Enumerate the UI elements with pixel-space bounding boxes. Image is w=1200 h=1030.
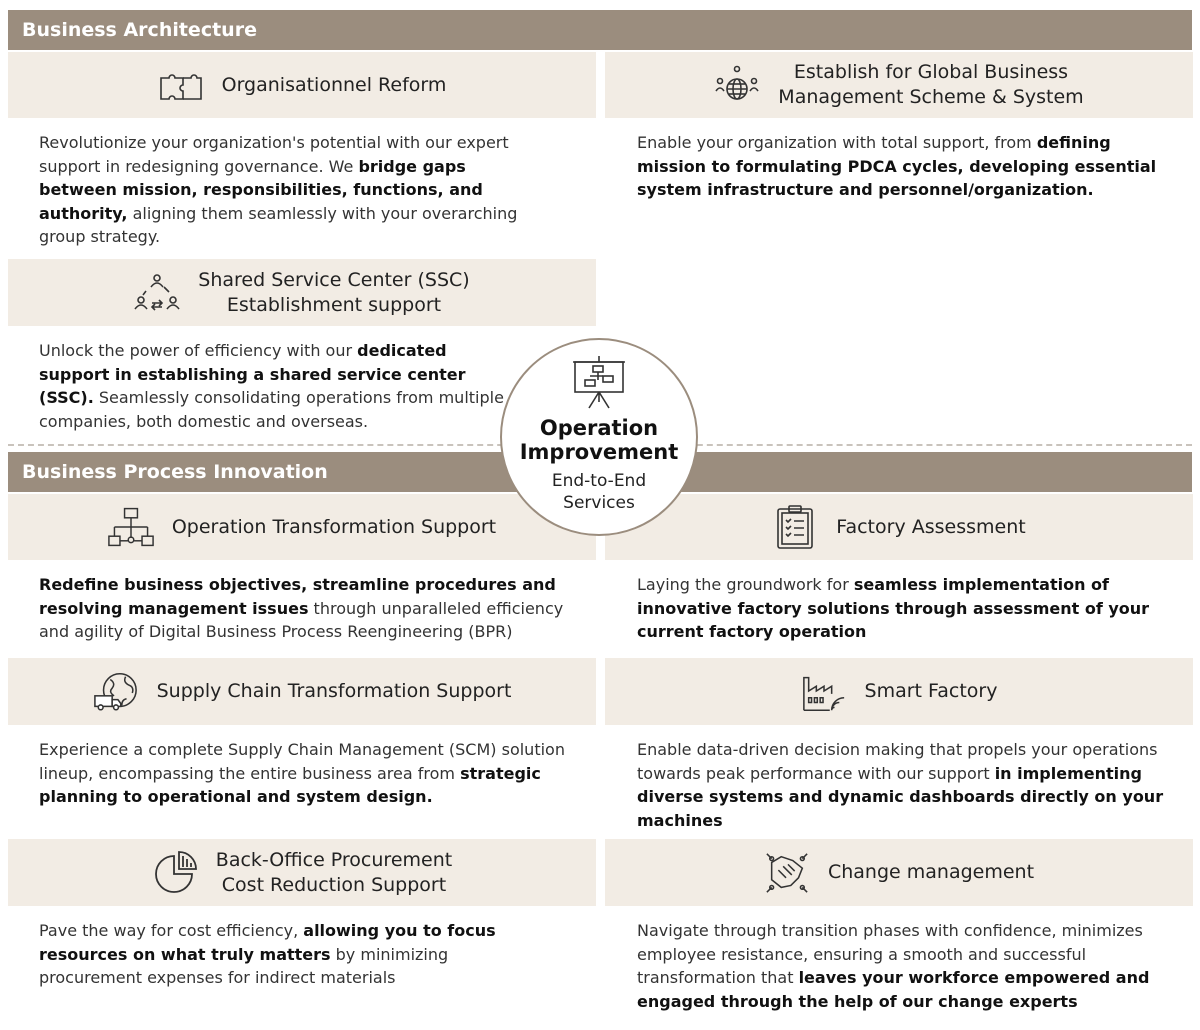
card-title: Smart Factory [864, 680, 998, 702]
card-supply-chain[interactable] [8, 658, 596, 725]
globe-people-icon [714, 65, 760, 105]
card-global-management[interactable] [605, 52, 1193, 118]
card-description-procurement: Pave the way for cost efficiency, allowing you to focus resources on what truly matters by minimizing procurement expenses for indirect materials [39, 921, 496, 987]
card-description-ssc: Unlock the power of efficiency with our dedicated support in establishing a shared service center (SSC). Seamlessly consolidating operations from multiple companies, both domestic and overseas. [39, 341, 504, 431]
puzzle-icon [158, 65, 204, 105]
card-description-factory-assessment: Laying the groundwork for seamless implementation of innovative factory solutions through assessment of your current factory operation [637, 575, 1150, 641]
clipboard-checklist-icon [772, 507, 818, 547]
business-process-innovation-header: Business Process Innovation [8, 452, 1192, 492]
presentation-board-icon [502, 352, 696, 412]
card-description-change-management: Navigate through transition phases with confidence, minimizes employee resistance, ensuring a smooth and successful transformation that leaves your workforce empowered and engaged through the help of our change experts [637, 921, 1150, 1011]
card-description-smart-factory: Enable data-driven decision making that propels your operations towards peak performance with our support in implementing diverse systems and dynamic dashboards directly on your machines [637, 740, 1164, 830]
center-title: Operation Improvement [519, 416, 679, 464]
card-organisational-reform[interactable] [8, 52, 596, 118]
handshake-icon [764, 853, 810, 893]
card-shared-service-center[interactable] [8, 259, 596, 326]
center-subtitle: End-to-End Services [551, 471, 647, 513]
card-description-global-management: Enable your organization with total support, from defining mission to formulating PDCA cycles, developing essential system infrastructure and personnel/organization. [637, 133, 1157, 199]
card-title: Operation Transformation Support [171, 515, 497, 538]
card-title: Supply Chain Transformation Support [156, 680, 512, 702]
card-description-operation-transformation: Redefine business objectives, streamline procedures and resolving management issues through unparalleled efficiency and agility of Digital Business Process Reengineering (BPR) [39, 575, 564, 641]
card-title: Back-Office Procurement Cost Reduction Support [215, 848, 453, 896]
card-title: Change management [827, 861, 1035, 883]
card-title: Shared Service Center (SSC) Establishment support [198, 268, 470, 316]
flowchart-icon [108, 507, 154, 547]
card-description-organisational-reform: Revolutionize your organization's potential with our expert support in redesigning governance. We bridge gaps between mission, responsibilities, functions, and authority, aligning them seamlessly with your overarching group strategy. [39, 133, 518, 246]
card-procurement[interactable] [8, 839, 596, 906]
factory-wireless-icon [801, 672, 847, 712]
card-title: Organisationnel Reform [221, 73, 447, 96]
card-title: Factory Assessment [836, 515, 1026, 538]
card-description-supply-chain: Experience a complete Supply Chain Management (SCM) solution lineup, encompassing the entire business area from strategic planning to operational and system design. [39, 740, 565, 806]
card-smart-factory[interactable] [605, 658, 1193, 725]
card-title: Establish for Global Business Management Scheme & System [778, 61, 1084, 108]
business-architecture-header: Business Architecture [8, 10, 1192, 50]
shared-service-people-icon [134, 273, 180, 313]
card-change-management[interactable] [605, 839, 1193, 906]
pie-chart-icon [152, 853, 198, 893]
globe-truck-icon [93, 672, 139, 712]
operation-improvement-badge [500, 338, 698, 536]
